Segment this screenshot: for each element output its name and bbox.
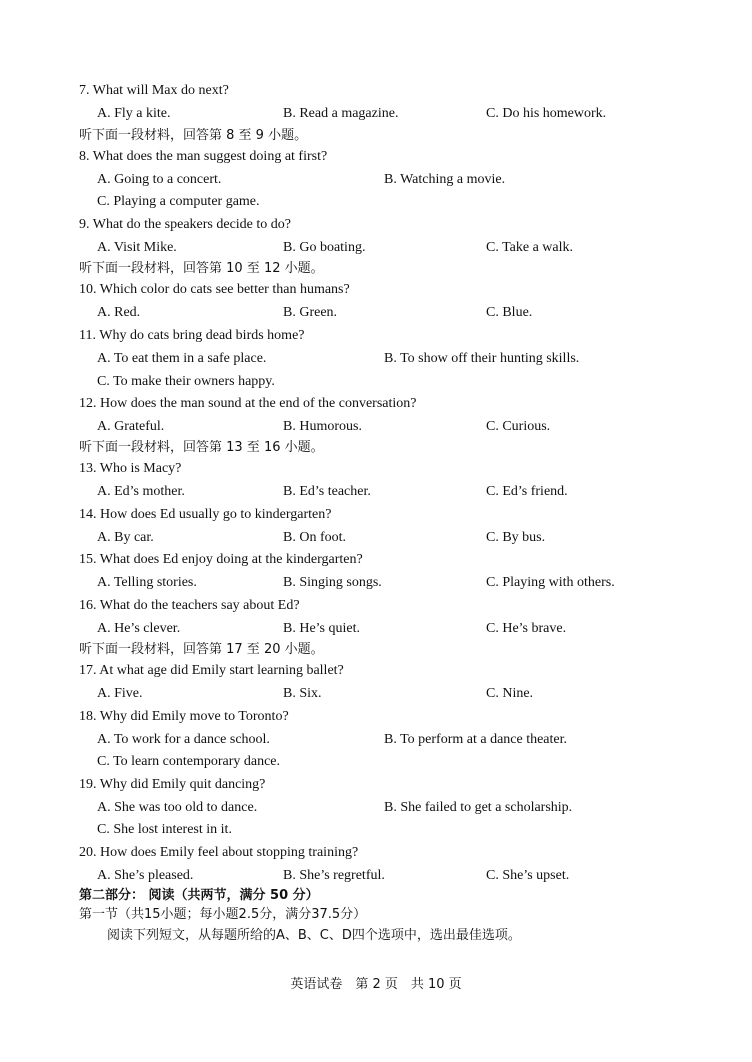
option-c: C. To learn contemporary dance. — [97, 754, 281, 769]
option-c: C. He’s brave. — [486, 621, 567, 636]
question-13: 13. Who is Macy? — [79, 461, 182, 476]
option-a: A. Ed’s mother. — [97, 484, 185, 499]
option-b: B. She’s regretful. — [283, 868, 385, 883]
option-c: C. Nine. — [486, 686, 534, 701]
option-a: A. To work for a dance school. — [97, 732, 270, 747]
question-8: 8. What does the man suggest doing at first? — [79, 149, 328, 164]
option-b: B. Singing songs. — [283, 575, 382, 590]
question-19: 19. Why did Emily quit dancing? — [79, 777, 266, 792]
question-18: 18. Why did Emily move to Toronto? — [79, 709, 289, 724]
option-c: C. By bus. — [486, 530, 546, 545]
question-15: 15. What does Ed enjoy doing at the kindergarten? — [79, 552, 363, 567]
option-c: C. She’s upset. — [486, 868, 570, 883]
option-c: C. Take a walk. — [486, 240, 574, 255]
option-a: A. He’s clever. — [97, 621, 181, 636]
option-a: A. Telling stories. — [97, 575, 197, 590]
option-b: B. On foot. — [283, 530, 346, 545]
option-b: B. To perform at a dance theater. — [384, 732, 568, 747]
question-7: 7. What will Max do next? — [79, 83, 229, 98]
option-c: C. Blue. — [486, 305, 533, 320]
option-c: C. Curious. — [486, 419, 551, 434]
option-a: A. Grateful. — [97, 419, 165, 434]
question-14: 14. How does Ed usually go to kindergarten? — [79, 507, 332, 522]
option-b: B. Read a magazine. — [283, 106, 399, 121]
option-c: C. Do his homework. — [486, 106, 607, 121]
option-a: A. She’s pleased. — [97, 868, 194, 883]
option-c: C. To make their owners happy. — [97, 374, 275, 389]
option-c: C. She lost interest in it. — [97, 822, 232, 837]
option-a: A. Five. — [97, 686, 143, 701]
option-b: B. He’s quiet. — [283, 621, 360, 636]
option-c: C. Playing with others. — [486, 575, 615, 590]
section-instruction: 听下面一段材料，回答第 17 至 20 小题。 — [79, 642, 324, 657]
option-c: C. Ed’s friend. — [486, 484, 568, 499]
option-a: A. She was too old to dance. — [97, 800, 258, 815]
option-a: A. Fly a kite. — [97, 106, 171, 121]
option-b: B. She failed to get a scholarship. — [384, 800, 573, 815]
section-instruction: 听下面一段材料，回答第 10 至 12 小题。 — [79, 261, 324, 276]
option-a: A. Red. — [97, 305, 141, 320]
subsection-heading: 第一节（共15小题；每小题2.5分，满分37.5分） — [79, 907, 367, 922]
option-c: C. Playing a computer game. — [97, 194, 260, 209]
option-b: B. Go boating. — [283, 240, 366, 255]
reading-instruction: 阅读下列短文，从每题所给的A、B、C、D四个选项中，选出最佳选项。 — [107, 928, 521, 943]
option-a: A. By car. — [97, 530, 154, 545]
section-instruction: 听下面一段材料，回答第 13 至 16 小题。 — [79, 440, 324, 455]
question-20: 20. How does Emily feel about stopping training? — [79, 845, 359, 860]
option-b: B. Six. — [283, 686, 322, 701]
option-b: B. Humorous. — [283, 419, 362, 434]
question-12: 12. How does the man sound at the end of the conversation? — [79, 396, 417, 411]
option-a: A. To eat them in a safe place. — [97, 351, 267, 366]
option-b: B. Watching a movie. — [384, 172, 506, 187]
section-instruction: 听下面一段材料，回答第 8 至 9 小题。 — [79, 128, 308, 143]
option-a: A. Going to a concert. — [97, 172, 222, 187]
page-footer: 英语试卷 第 2 页 共 10 页 — [290, 977, 462, 992]
part-heading: 第二部分： 阅读（共两节，满分 50 分） — [79, 888, 319, 903]
question-10: 10. Which color do cats see better than humans? — [79, 282, 350, 297]
option-b: B. To show off their hunting skills. — [384, 351, 580, 366]
question-11: 11. Why do cats bring dead birds home? — [79, 328, 305, 343]
question-9: 9. What do the speakers decide to do? — [79, 217, 292, 232]
question-16: 16. What do the teachers say about Ed? — [79, 598, 300, 613]
option-b: B. Ed’s teacher. — [283, 484, 371, 499]
option-b: B. Green. — [283, 305, 338, 320]
option-a: A. Visit Mike. — [97, 240, 177, 255]
question-17: 17. At what age did Emily start learning ballet? — [79, 663, 344, 678]
